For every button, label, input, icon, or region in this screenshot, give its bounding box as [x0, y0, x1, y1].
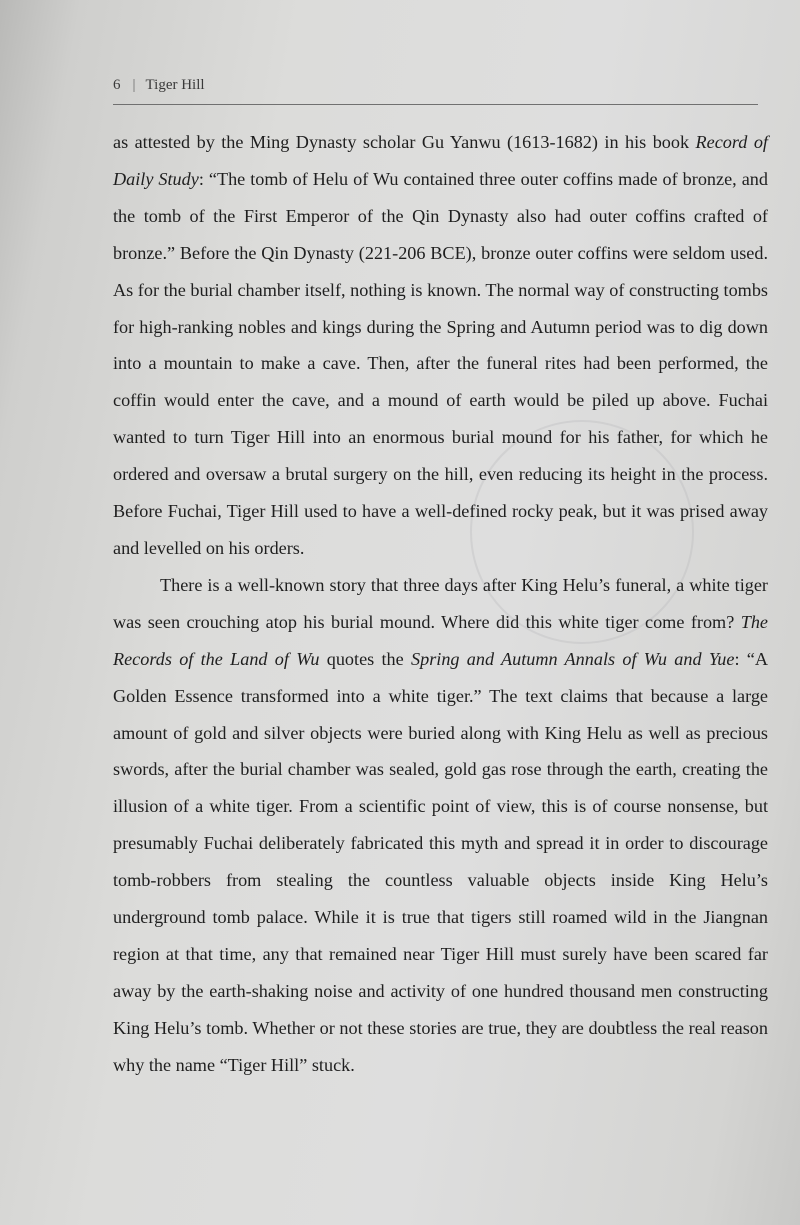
book-title-italic: The Records of the Land of Wu	[113, 611, 768, 669]
page-number: 6	[113, 77, 121, 93]
book-title: Tiger Hill	[145, 77, 205, 93]
paragraph-2	[113, 567, 768, 1084]
body-text	[113, 124, 768, 1084]
paragraph-1	[113, 124, 768, 567]
text-segment: as attested by the Ming Dynasty scholar Gu Yanwu (1613-1682) in his book	[113, 132, 696, 152]
book-title-italic: Record of Daily Study	[113, 132, 768, 189]
text-segment: There is a well-known story that three days after King Helu’s funeral, a white tiger was seen crouching atop his burial mound. Where did this white tiger come from?	[113, 574, 768, 632]
book-title-italic: Spring and Autumn Annals of Wu and Yue	[411, 648, 735, 669]
text-segment: quotes the	[319, 648, 412, 669]
header-separator: |	[132, 77, 136, 93]
running-head	[113, 77, 205, 94]
header-rule	[113, 104, 758, 105]
text-segment: : “A Golden Essence transformed into a white tiger.” The text claims that because a large amount of gold and silver objects were buried along with King Helu as well as precious swords, after the burial chamber was sealed, gold gas rose through the earth, creating the illusion of a white tiger. From a scientific point of view, this is of course nonsense, but presumably Fuchai deliberately fabricated this myth and spread it in order to discourage tomb-robbers from stealing the countless valuable objects inside King Helu’s underground tomb palace. While it is true that tigers still roamed wild in the Jiangnan region at that time, any that remained near Tiger Hill must surely have been scared far away by the earth-shaking noise and activity of one hundred thousand men constructing King Helu’s tomb. Whether or not these stories are true, they are doubtless the real reason why the name “Tiger Hill” stuck.	[113, 648, 769, 1075]
text-segment: : “The tomb of Helu of Wu contained three outer coffins made of bronze, and the tomb of the First Emperor of the Qin Dynasty also had outer coffins crafted of bronze.” Before the Qin Dynasty (221-206 BCE), bronze outer coffins were seldom used. As for the burial chamber itself, nothing is known. The normal way of constructing tombs for high-ranking nobles and kings during the Spring and Autumn period was to dig down into a mountain to make a cave. Then, after the funeral rites had been performed, the coffin would enter the cave, and a mound of earth would be piled up above. Fuchai wanted to turn Tiger Hill into an enormous burial mound for his father, for which he ordered and oversaw a brutal surgery on the hill, even reducing its height in the process. Before Fuchai, Tiger Hill used to have a well-defined rocky peak, but it was prised away and levelled on his orders.	[113, 168, 768, 558]
